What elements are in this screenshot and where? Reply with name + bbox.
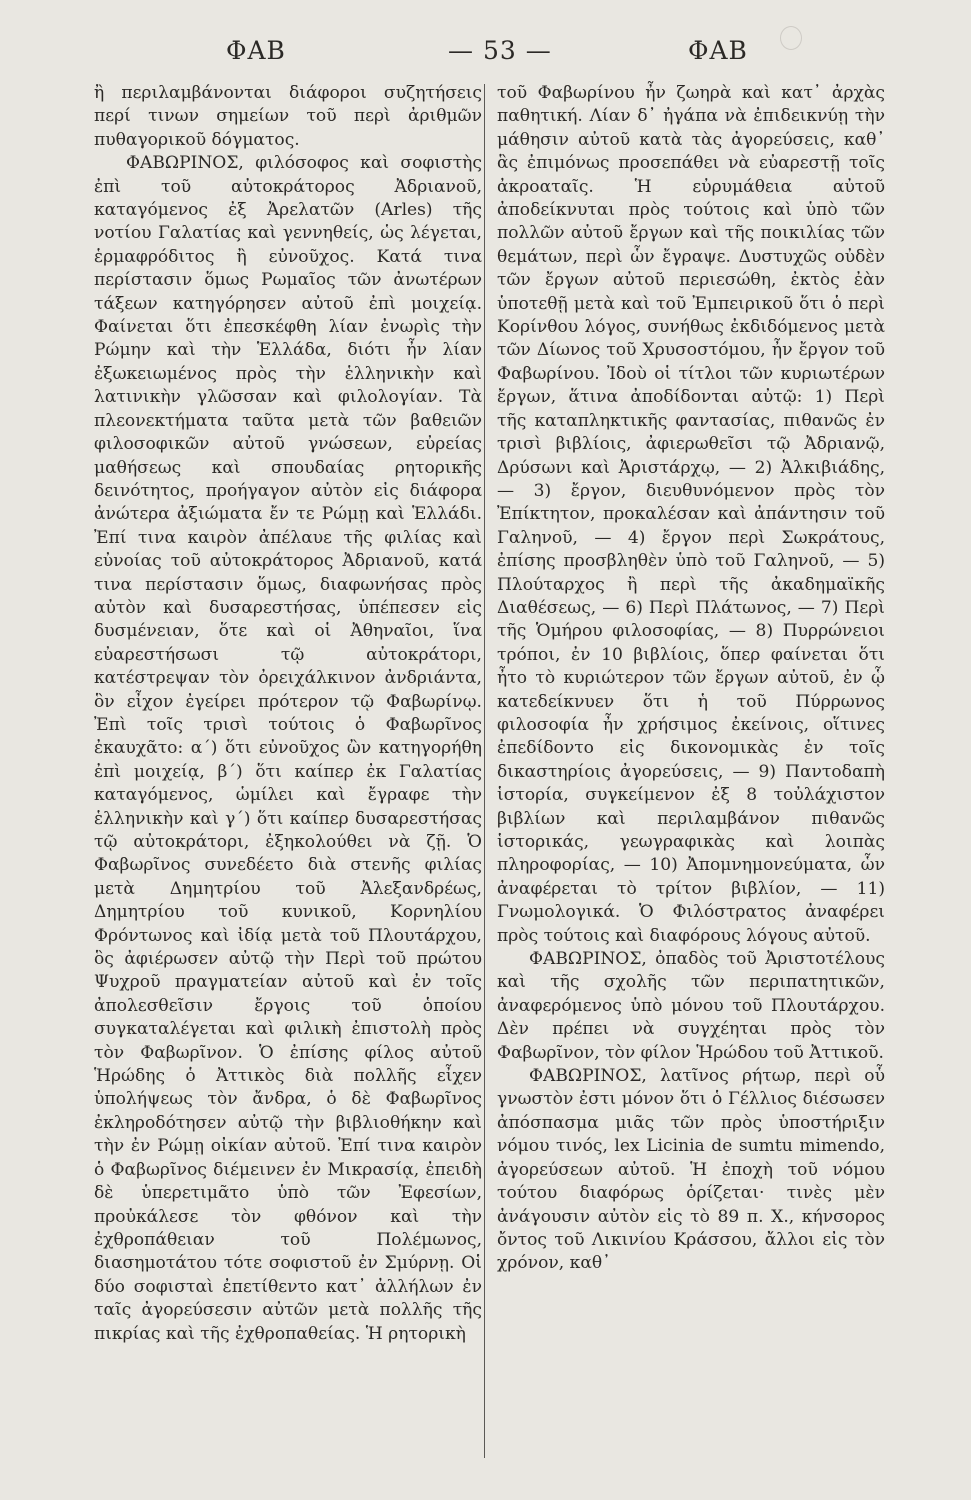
left-paragraph-1: ἢ περιλαμβάνονται διάφοροι συζητήσεις περί τινων σημείων τοῦ περὶ ἀριθμῶν πυθαγορικοῦ δόγματος. xyxy=(94,83,482,150)
left-column xyxy=(94,82,482,1346)
page-number: — 53 — xyxy=(448,36,552,65)
right-paragraph-2: ΦΑΒΩΡΙΝΟΣ, ὀπαδὸς τοῦ Ἀριστοτέλους καὶ τῆς σχολῆς τῶν περιπατητικῶν, ἀναφερόμενος ὑπὸ μόνου τοῦ Πλουτάρχου. Δὲν πρέπει νὰ συγχέηται πρὸς τὸν Φαβωρῖνον, τὸν φίλον Ἡρώδου τοῦ Ἀττικοῦ. xyxy=(497,949,885,1063)
right-column xyxy=(497,82,885,1276)
running-header xyxy=(0,36,971,76)
header-left-term: ΦΑΒ xyxy=(226,36,286,65)
column-divider xyxy=(484,84,485,1458)
header-right-term: ΦΑΒ xyxy=(688,36,748,65)
right-paragraph-3: ΦΑΒΩΡΙΝΟΣ, λατῖνος ρήτωρ, περὶ οὗ γνωστὸν ἐστι μόνον ὅτι ὁ Γέλλιος διέσωσεν ἀπόσπασμα μιᾶς τῶν πρὸς ὑποστήριξιν νόμου τινός, lex Licinia de sumtu mimendo, ἀγορεύσεων αὐτοῦ. Ἡ ἐποχὴ τοῦ νόμου τούτου διαφόρως ὁρίζεται· τινὲς μὲν ἀνάγουσιν αὐτὸν εἰς τὸ 89 π. Χ., κήνσορος ὄντος τοῦ Λικινίου Κράσσου, ἄλλοι εἰς τὸν χρόνον, καθ᾽ xyxy=(497,1066,885,1274)
left-paragraph-2: ΦΑΒΩΡΙΝΟΣ, φιλόσοφος καὶ σοφιστὴς ἐπὶ τοῦ αὐτοκράτορος Ἀδριανοῦ, καταγόμενος ἐξ Ἀρελατῶν (Arles) τῆς νοτίου Γαλατίας καὶ γεννηθείς, ὡς λέγεται, ἑρμαφρόδιτος ἢ εὐνοῦχος. Κατά τινα περίστασιν ὅμως Ρωμαῖος τῶν ἀνωτέρων τάξεων κατηγόρησεν αὐτοῦ ἐπὶ μοιχείᾳ. Φαίνεται ὅτι ἐπεσκέφθη λίαν ἐνωρὶς τὴν Ρώμην καὶ τὴν Ἑλλάδα, διότι ἦν λίαν ἐξωκειωμένος πρὸς τὴν ἑλληνικὴν καὶ λατινικὴν γλῶσσαν καὶ φιλολογίαν. Τὰ πλεονεκτήματα ταῦτα μετὰ τῶν βαθειῶν φιλοσοφικῶν αὐτοῦ γνώσεων, εὐρείας μαθήσεως καὶ σπουδαίας ρητορικῆς δεινότητος, προήγαγον αὐτὸν εἰς διάφορα ἀνώτερα ἀξιώματα ἔν τε Ρώμῃ καὶ Ἑλλάδι. Ἐπί τινα καιρὸν ἀπέλαυε τῆς φιλίας καὶ εὐνοίας τοῦ αὐτοκράτορος Ἀδριανοῦ, κατά τινα περίστασιν ὅμως, διαφωνήσας πρὸς αὐτὸν καὶ δυσαρεστήσας, ὑπέπεσεν εἰς δυσμένειαν, ὅτε καὶ οἱ Ἀθηναῖοι, ἵνα εὐαρεστήσωσι τῷ αὐτοκράτορι, κατέστρεψαν τὸν ὀρειχάλκινον ἀνδριάντα, ὃν εἶχον ἐγείρει πρότερον τῷ Φαβωρίνῳ. Ἐπὶ τοῖς τρισὶ τούτοις ὁ Φαβωρῖνος ἐκαυχᾶτο: α΄) ὅτι εὐνοῦχος ὢν κατηγορήθη ἐπὶ μοιχείᾳ, β΄) ὅτι καίπερ ἐκ Γαλατίας καταγόμενος, ὡμίλει καὶ ἔγραφε τὴν ἑλληνικὴν καὶ γ΄) ὅτι καίπερ δυσαρεστήσας τῷ αὐτοκράτορι, ἐξηκολούθει νὰ ζῇ. Ὁ Φαβωρῖνος συνεδέετο διὰ στενῆς φιλίας μετὰ Δημητρίου τοῦ Ἀλεξανδρέως, Δημητρίου τοῦ κυνικοῦ, Κορνηλίου Φρόντωνος καὶ ἰδίᾳ μετὰ τοῦ Πλουτάρχου, ὃς ἀφιέρωσεν αὐτῷ τὴν Περὶ τοῦ πρώτου Ψυχροῦ πραγματείαν αὐτοῦ καὶ ἐν τοῖς ἀπολεσθεῖσιν ἔργοις τοῦ ὁποίου συγκαταλέγεται καὶ φιλικὴ ἐπιστολὴ πρὸς τὸν Φαβωρῖνον. Ὁ ἐπίσης φίλος αὐτοῦ Ἡρώδης ὁ Ἀττικὸς διὰ πολλῆς εἶχεν ὑπολήψεως τὸν ἄνδρα, ὁ δὲ Φαβωρῖνος ἐκληροδότησεν αὐτῷ τὴν βιβλιοθήκην καὶ τὴν ἐν Ρώμῃ οἰκίαν αὐτοῦ. Ἐπί τινα καιρὸν ὁ Φαβωρῖνος διέμεινεν ἐν Μικρασίᾳ, ἐπειδὴ δὲ ὑπερετιμᾶτο ὑπὸ τῶν Ἐφεσίων, προὐκάλεσε τὸν φθόνον καὶ τὴν ἐχθροπάθειαν τοῦ Πολέμωνος, διασημοτάτου τότε σοφιστοῦ ἐν Σμύρνῃ. Οἱ δύο σοφισταὶ ἐπετίθεντο κατ᾽ ἀλλήλων ἐν ταῖς ἀγορεύσεσιν αὐτῶν μετὰ πολλῆς τῆς πικρίας καὶ τῆς ἐχθροπαθείας. Ἡ ρητορικὴ xyxy=(94,153,482,1344)
right-paragraph-1: τοῦ Φαβωρίνου ἦν ζωηρὰ καὶ κατ᾽ ἀρχὰς παθητική. Λίαν δ᾽ ἠγάπα νὰ ἐπιδεικνύῃ τὴν μάθησιν αὐτοῦ κατὰ τὰς ἀγορεύσεις, καθ᾽ ἃς ἐπιμόνως προσεπάθει νὰ εὐαρεστῇ τοῖς ἀκροαταῖς. Ἡ εὐρυμάθεια αὐτοῦ ἀποδείκνυται πρὸς τούτοις καὶ ὑπὸ τῶν πολλῶν αὐτοῦ ἔργων καὶ τῆς ποικιλίας τῶν θεμάτων, περὶ ὧν ἔγραψε. Δυστυχῶς οὐδὲν τῶν ἔργων αὐτοῦ περιεσώθη, ἐκτὸς ἐὰν ὑποτεθῇ μετὰ καὶ τοῦ Ἐμπειρικοῦ ὅτι ὁ περὶ Κορίνθου λόγος, συνήθως ἐκδιδόμενος μετὰ τῶν Δίωνος τοῦ Χρυσοστόμου, ἦν ἔργον τοῦ Φαβωρίνου. Ἰδοὺ οἱ τίτλοι τῶν κυριωτέρων ἔργων, ἅτινα ἀποδίδονται αὐτῷ: 1) Περὶ τῆς καταπληκτικῆς φαντασίας, πιθανῶς ἐν τρισὶ βιβλίοις, ἀφιερωθεῖσι τῷ Ἀδριανῷ, Δρύσωνι καὶ Ἀριστάρχῳ, — 2) Ἀλκιβιάδης, — 3) ἔργον, διευθυνόμενον πρὸς τὸν Ἐπίκτητον, προκαλέσαν καὶ ἀπάντησιν τοῦ Γαληνοῦ, — 4) ἔργον περὶ Σωκράτους, ἐπίσης προσβληθὲν ὑπὸ τοῦ Γαληνοῦ, — 5) Πλούταρχος ἢ περὶ τῆς ἀκαδημαϊκῆς Διαθέσεως, — 6) Περὶ Πλάτωνος, — 7) Περὶ τῆς Ὁμήρου φιλοσοφίας, — 8) Πυρρώνειοι τρόποι, ἐν 10 βιβλίοις, ὅπερ φαίνεται ὅτι ἦτο τὸ κυριώτερον τῶν ἔργων αὐτοῦ, ἐν ᾧ κατεδείκνυεν ὅτι ἡ τοῦ Πύρρωνος φιλοσοφία ἦν χρήσιμος ἐκείνοις, οἵτινες ἐπεδίδοντο εἰς δικονομικὰς ἐν τοῖς δικαστηρίοις ἀγορεύσεις, — 9) Παντοδαπὴ ἱστορία, συγκείμενον ἐξ 8 τοὐλάχιστον βιβλίων καὶ περιλαμβάνον πιθανῶς ἱστορικάς, γεωγραφικὰς καὶ λοιπὰς πληροφορίας, — 10) Ἀπομνημονεύματα, ὧν ἀναφέρεται τὸ τρίτον βιβλίον, — 11) Γνωμολογικά. Ὁ Φιλόστρατος ἀναφέρει πρὸς τούτοις καὶ διαφόρους λόγους αὐτοῦ. xyxy=(497,83,885,946)
